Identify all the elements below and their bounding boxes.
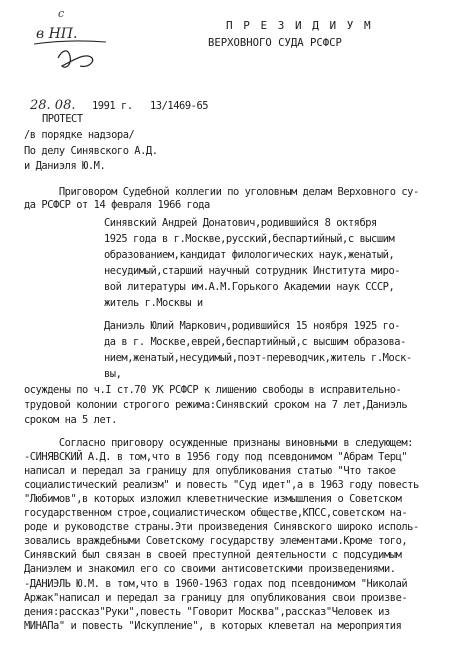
defendant-1-line: житель г.Москвы и [104, 297, 203, 309]
body-line: зовались враждебными Советскому государству элементами.Кроме того, [24, 535, 408, 547]
body-line: Приговором Судебной коллегии по уголовным делам Верховного су- [24, 186, 419, 198]
corner-note-main: в НП. [36, 26, 78, 42]
body-line: сроком на 5 лет. [24, 414, 117, 426]
body-line: Согласно приговору осужденные признаны виновными в следующем: [24, 437, 413, 449]
signature-text: Дз [58, 68, 60, 69]
body-line: дения:рассказ"Руки",повесть "Говорит Москва",рассказ"Человек из [24, 606, 390, 618]
defendant-1-line: Синявский Андрей Донатович,родившийся 8 октября [104, 217, 377, 229]
defendant-1-line: несудимый,старший научный сотрудник Института миро- [104, 265, 401, 277]
body-line: "Любимов",в которых изложил клеветнические измышления о Советском [24, 493, 402, 505]
corner-note-mark-top: с [58, 7, 65, 20]
case-line-1: По делу Синявского А.Д. [24, 145, 158, 157]
document-type: ПРОТЕСТ [42, 113, 83, 125]
document-number: 13/1469-65 [150, 100, 209, 112]
body-line: трудовой колонии строгого режима:Синявский сроком на 7 лет,Даниэль [24, 399, 408, 411]
body-line: Аржак"написал и передал за границу для опубликования свои произве- [24, 592, 408, 604]
body-line: -СИНЯВСКИЙ А.Д. в том,что в 1956 году под псевдонимом "Абрам Терц" [24, 451, 408, 463]
body-line: Даниэлем и знакомил его со своими антисоветскими произведениями. [24, 563, 396, 575]
body-line: написал и передал за границу для опубликования статью "Что такое [24, 465, 396, 477]
body-line: государственном строе,социалистическом обществе,КПСС,советском на- [24, 507, 408, 519]
body-line: социалистический реализм" и повесть "Суд идет",а в 1963 году повесть [24, 479, 419, 491]
signature-icon [58, 51, 93, 67]
body-line: -ДАНИЭЛЬ Ю.М. в том,что в 1960-1963 годах под псевдонимом "Николай [24, 578, 408, 590]
date-year: 1991 г. [92, 100, 133, 112]
date-handwritten: 28. 08. [30, 98, 76, 113]
body-line: осуждены по ч.I ст.70 УК РСФСР к лишению свободы в исправительно- [24, 384, 402, 396]
body-line: да РСФСР от 14 февраля 1966 года [24, 199, 210, 211]
defendant-1-line: образованием,кандидат филологических наук,женатый, [104, 249, 395, 261]
handwritten-corner-note [0, 0, 140, 100]
defendant-2-line: вы, [104, 368, 122, 380]
defendant-1-line: 1925 года в г.Москве,русский,беспартийный,с высшим [104, 233, 395, 245]
body-line: МИНАПа" и повесть "Искупление", в которых клеветал на мероприятия [24, 620, 402, 632]
body-line: роде и руководстве страны.Эти произведения Синявского широко исполь- [24, 521, 419, 533]
defendant-2-line: нием,женатый,несудимый,поэт-переводчик,житель г.Моск- [104, 352, 412, 364]
defendant-2-line: Даниэль Юлий Маркович,родившийся 15 ноября 1925 го- [104, 320, 401, 332]
defendant-1-line: вой литературы им.А.М.Горького Академии наук СССР, [104, 281, 395, 293]
defendant-2-line: да в г. Москве,еврей,беспартийный,с высшим образова- [104, 336, 406, 348]
body-line: Синявский был связан в своей преступной деятельности с подсудимым [24, 549, 402, 561]
case-line-2: и Даниэля Ю.М. [24, 160, 106, 172]
page-title: П Р Е З И Д И У М [226, 19, 373, 32]
procedure-note: /в порядке надзора/ [24, 129, 135, 141]
page-subtitle: ВЕРХОВНОГО СУДА РСФСР [208, 37, 342, 49]
